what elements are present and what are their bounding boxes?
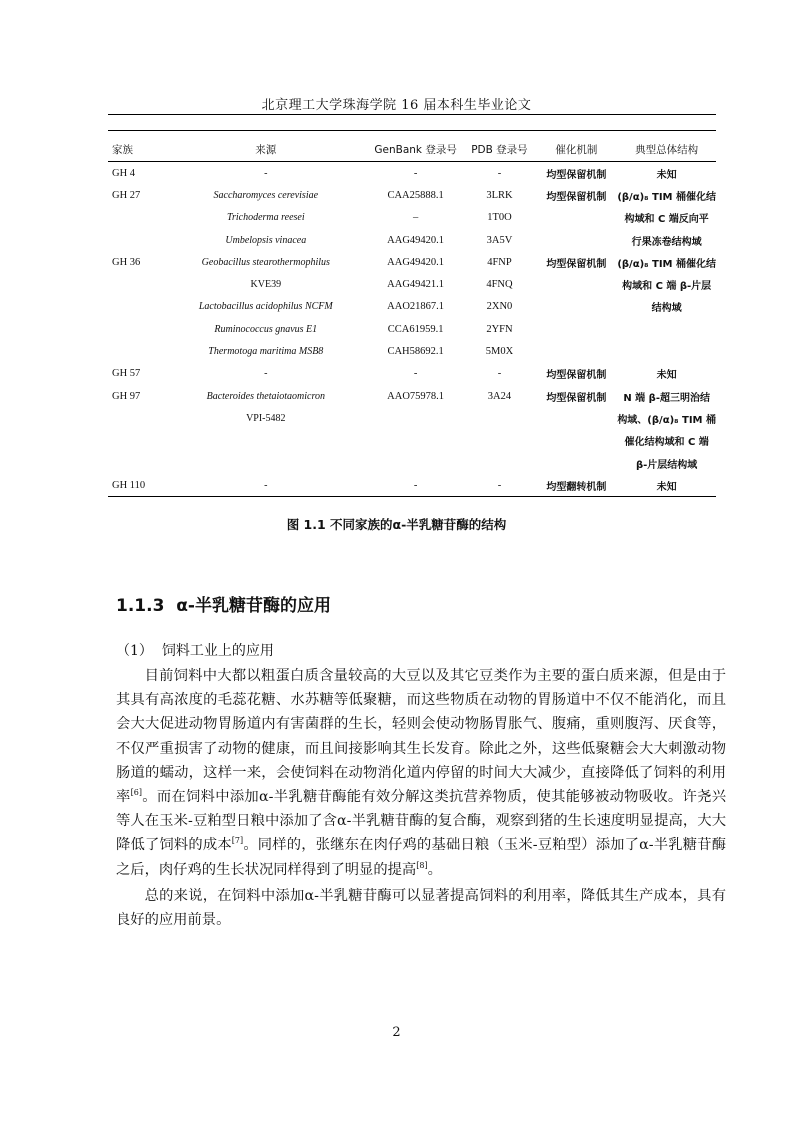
cell-genbank: CAA25888.1: [387, 189, 444, 201]
cell-mechanism: [535, 318, 617, 340]
cell-source: [164, 452, 368, 474]
cell-mechanism: [535, 340, 617, 362]
page-number: 2: [392, 1025, 401, 1040]
table-row: [108, 452, 716, 474]
table-row: [108, 229, 716, 251]
table-row: [108, 363, 716, 385]
cell-pdb: 1T0O: [487, 212, 512, 224]
cell-mechanism: [535, 452, 617, 474]
col-header-family: 家族: [108, 137, 164, 162]
cell-genbank: -: [368, 474, 464, 497]
col-header-mechanism: 催化机制: [535, 137, 617, 162]
cell-pdb: 3A5V: [486, 234, 513, 246]
cell-pdb: -: [497, 368, 502, 380]
cell-source: -: [264, 167, 268, 179]
cell-pdb: 5M0X: [485, 346, 514, 358]
table-row: [108, 340, 716, 362]
paragraph: [116, 664, 726, 882]
table-row: [108, 318, 716, 340]
cell-family: [108, 407, 164, 429]
cell-mechanism: [535, 296, 617, 318]
table-row: [108, 184, 716, 206]
body-text: [116, 664, 726, 932]
cell-mechanism: [535, 229, 617, 251]
cell-source: Bacteroides thetaiotaomicron: [206, 390, 325, 402]
cell-family: [108, 296, 164, 318]
paragraph-text: 。同样的，张继东在肉仔鸡的基础日粮（玉米-豆粕型）添加了α-半乳糖苷酶之后，肉仔鸡的生长状况同样得到了明显的提高: [116, 837, 726, 878]
subsection-label: （1）: [116, 643, 153, 659]
cell-structure: 构域和 C 端反向平: [624, 214, 709, 226]
cell-structure: 行果冻卷结构域: [631, 236, 702, 248]
cell-family: GH 27: [112, 189, 141, 201]
subsection-heading: [116, 640, 274, 660]
cell-pdb: [464, 430, 536, 452]
cell-mechanism: 均型保留机制: [546, 258, 607, 270]
table-row: [108, 273, 716, 295]
cell-structure: [617, 340, 716, 362]
cell-family: GH 57: [112, 368, 141, 380]
cell-family: [108, 430, 164, 452]
cell-pdb: 3LRK: [486, 189, 513, 201]
cell-family: [108, 452, 164, 474]
cell-genbank: [368, 452, 464, 474]
cell-family: GH 36: [112, 256, 141, 268]
table-header-row: [108, 137, 716, 162]
table-row: [108, 474, 716, 497]
cell-mechanism: [535, 407, 617, 429]
cell-structure: 构域和 C 端 β-片层: [622, 281, 712, 293]
col-header-genbank: GenBank 登录号: [368, 137, 464, 162]
cell-genbank: [368, 430, 464, 452]
cell-pdb: -: [464, 474, 536, 497]
col-header-pdb: PDB 登录号: [464, 137, 536, 162]
cell-structure: 催化结构域和 C 端: [624, 437, 709, 449]
cell-pdb: [464, 452, 536, 474]
citation-ref: [8]: [416, 860, 428, 870]
cell-mechanism: 均型保留机制: [546, 370, 607, 382]
figure-caption: 图 1.1 不同家族的α-半乳糖苷酶的结构: [286, 517, 507, 532]
cell-mechanism: [535, 430, 617, 452]
cell-structure: N 端 β-超三明治结: [623, 392, 710, 404]
cell-structure: 未知: [617, 474, 716, 497]
cell-source: Saccharomyces cerevisiae: [213, 189, 319, 201]
cell-structure: (β/α)₈ TIM 桶催化结: [617, 258, 716, 270]
col-header-source: 来源: [164, 137, 368, 162]
cell-source: -: [264, 368, 268, 380]
cell-source: KVE39: [250, 279, 282, 291]
cell-genbank: -: [413, 368, 418, 380]
cell-source: Umbelopsis vinacea: [225, 234, 307, 246]
table-row: [108, 385, 716, 407]
cell-genbank: -: [413, 167, 418, 179]
cell-genbank: –: [412, 212, 419, 224]
citation-ref: [6]: [130, 788, 142, 798]
cell-pdb: 4FNP: [487, 256, 512, 268]
paragraph-text: 总的来说，在饲料中添加α-半乳糖苷酶可以显著提高饲料的利用率，降低其生产成本，具有良好的应用前景。: [116, 887, 726, 929]
cell-structure: β-片层结构域: [635, 459, 698, 471]
cell-source: [164, 430, 368, 452]
cell-structure: 结构域: [651, 303, 682, 315]
cell-genbank: AAG49421.1: [387, 279, 445, 291]
cell-source: Lactobacillus acidophilus NCFM: [198, 301, 333, 313]
cell-genbank: AAO75978.1: [387, 390, 445, 402]
cell-family: [108, 273, 164, 295]
cell-genbank: AAO21867.1: [387, 301, 445, 313]
table-row: [108, 207, 716, 229]
cell-genbank: [368, 407, 464, 429]
page-header: 北京理工大学珠海学院 16 届本科生毕业论文: [261, 98, 532, 113]
header-rule: [108, 114, 716, 115]
cell-genbank: CCA61959.1: [387, 323, 444, 335]
cell-genbank: AAG49420.1: [387, 256, 445, 268]
cell-pdb: 2YFN: [486, 323, 513, 335]
cell-genbank: CAH58692.1: [387, 346, 444, 358]
cell-family: [108, 318, 164, 340]
cell-source: Geobacillus stearothermophilus: [201, 256, 330, 268]
cell-pdb: 4FNQ: [486, 279, 513, 291]
cell-pdb: [464, 407, 536, 429]
cell-family: [108, 207, 164, 229]
cell-family: GH 4: [112, 167, 136, 179]
section-number: 1.1.3: [116, 596, 165, 616]
cell-mechanism: [535, 207, 617, 229]
cell-source: Ruminococcus gnavus E1: [214, 323, 318, 335]
table-row: [108, 430, 716, 452]
table-row: [108, 296, 716, 318]
cell-family: GH 110: [108, 474, 164, 497]
cell-structure: [617, 318, 716, 340]
cell-mechanism: 均型翻转机制: [535, 474, 617, 497]
cell-structure: (β/α)₈ TIM 桶催化结: [617, 191, 716, 203]
cell-family: [108, 229, 164, 251]
table-top-rule: [108, 130, 716, 131]
cell-genbank: AAG49420.1: [387, 234, 445, 246]
cell-source: -: [164, 474, 368, 497]
cell-family: [108, 340, 164, 362]
cell-structure: 未知: [656, 370, 677, 382]
table-row: [108, 162, 716, 185]
cell-mechanism: [535, 273, 617, 295]
paragraph-text: 目前饲料中大都以粗蛋白质含量较高的大豆以及其它豆类作为主要的蛋白质来源，但是由于其具有高浓度的毛蕊花糖、水苏糖等低聚糖，而这些物质在动物的胃肠道中不仅不能消化，而且会大大促进动物胃肠道内有害菌群的生长，轻则会使动物肠胃胀气、腹痛，重则腹泻、厌食等，不仅严重损害了动物的健康，而且间接影响其生长发育。除此之外，这些低聚糖会大大刺激动物肠道的蠕动，这样一来，会使饲料在动物消化道内停留的时间大大减少，直接降低了饲料的利用率: [116, 668, 726, 806]
col-header-structure: 典型总体结构: [617, 137, 716, 162]
cell-mechanism: 均型保留机制: [546, 392, 607, 404]
section-heading: [116, 591, 331, 616]
citation-ref: [7]: [231, 836, 244, 846]
cell-structure: 未知: [656, 169, 677, 181]
paragraph-text: 。: [427, 861, 442, 878]
cell-pdb: 3A24: [487, 390, 512, 402]
paragraph-text: 。而在饲料中添加α-半乳糖苷酶能有效分解这类抗营养物质，使其能够被动物吸收。许尧兴等人在玉米-豆粕型日粮中添加了含α-半乳糖苷酶的复合酶，观察到猪的生长速度明显提高，大大降低了饲料的成本: [116, 789, 727, 854]
cell-source: VPI-5482: [246, 412, 286, 424]
cell-structure: 构域、(β/α)₈ TIM 桶: [617, 414, 716, 426]
paragraph: [116, 884, 726, 932]
subsection-title: 饲料工业上的应用: [161, 643, 274, 659]
section-title: α-半乳糖苷酶的应用: [176, 596, 331, 616]
cell-source: Thermotoga maritima MSB8: [208, 346, 324, 358]
cell-family: GH 97: [112, 390, 141, 402]
table-row: [108, 251, 716, 273]
cell-mechanism: 均型保留机制: [546, 191, 607, 203]
alpha-galactosidase-family-table: [108, 137, 716, 497]
cell-pdb: -: [497, 167, 502, 179]
cell-pdb: 2XN0: [486, 301, 513, 313]
cell-mechanism: 均型保留机制: [546, 169, 607, 181]
cell-source: Trichoderma reesei: [226, 212, 305, 224]
table-row: [108, 407, 716, 429]
